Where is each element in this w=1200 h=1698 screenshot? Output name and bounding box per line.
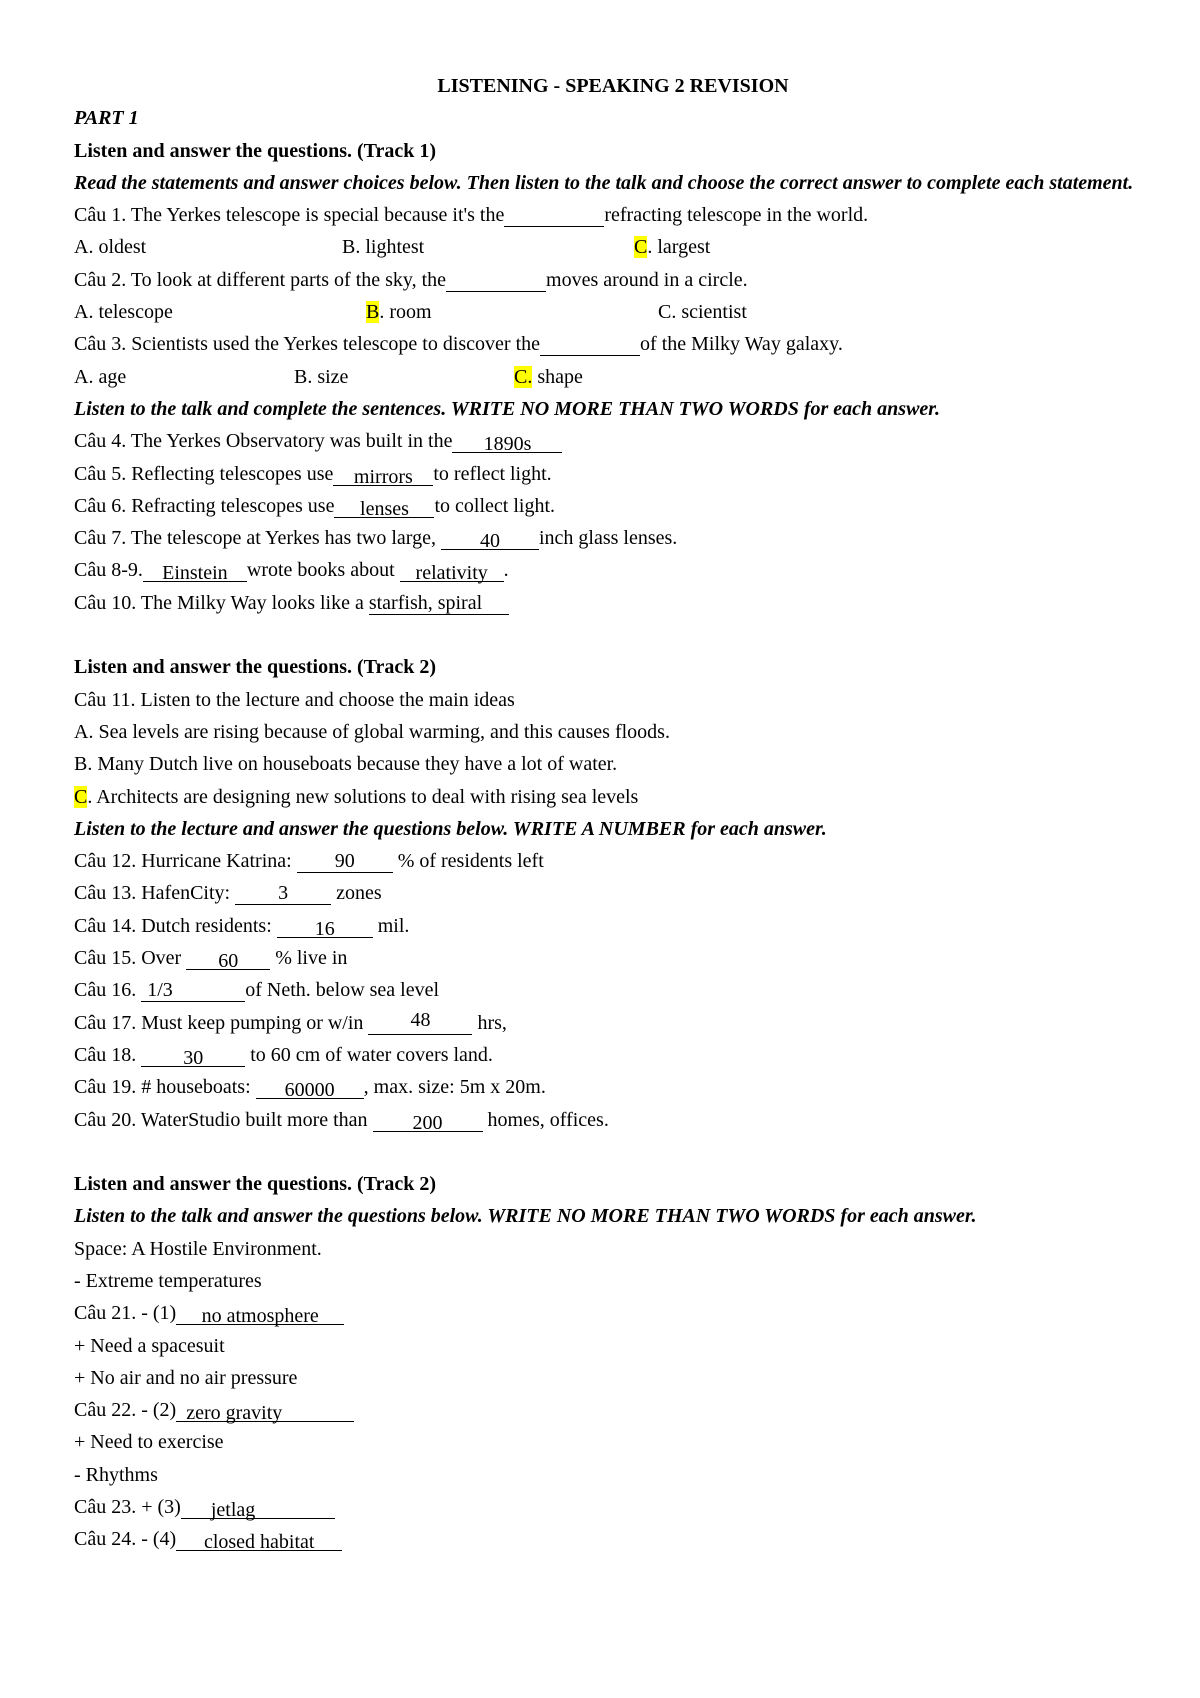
note-line: - Rhythms: [74, 1463, 158, 1486]
question-12: Câu 12. Hurricane Katrina: 90 % of residents left: [74, 850, 544, 873]
answer-blank: [369, 592, 509, 615]
document-title: LISTENING - SPEAKING 2 REVISION: [437, 75, 789, 97]
option-b: B. room: [366, 301, 432, 324]
question-11-option-b: B. Many Dutch live on houseboats because they have a lot of water.: [74, 753, 618, 776]
answer-blank: [297, 850, 393, 873]
answer-text: mirrors: [353, 465, 413, 488]
option-c: C. shape: [514, 365, 583, 388]
question-2: Câu 2. To look at different parts of the sky, the moves around in a circle.: [74, 268, 748, 291]
answer-text: 3: [278, 882, 289, 905]
answer-blank: [400, 559, 504, 585]
option-b: B. lightest: [342, 236, 425, 259]
highlighted-answer: C: [634, 236, 648, 259]
question-1: Câu 1. The Yerkes telescope is special because it's the refracting telescope in the world.: [74, 204, 869, 227]
answer-text: relativity: [415, 562, 488, 585]
spacer: [74, 1136, 1134, 1168]
answer-text: 40: [479, 530, 500, 553]
question-19: Câu 19. # houseboats: 60000 , max. size: 5m x 20m.: [74, 1076, 546, 1102]
question-21: Câu 21. - (1) no atmosphere: [74, 1297, 1134, 1329]
answer-blank: [504, 204, 604, 227]
section1-heading: Listen and answer the questions. (Track 1): [74, 139, 437, 162]
question-3: Câu 3. Scientists used the Yerkes telescope to discover the of the Milky Way galaxy.: [74, 333, 843, 356]
question-15: Câu 15. Over 60 % live in: [74, 947, 348, 973]
section1-instruction-2: Listen to the talk and complete the sentences. WRITE NO MORE THAN TWO WORDS for each answer.: [74, 397, 940, 420]
answer-blank: [441, 527, 539, 553]
answer-blank: [333, 463, 433, 486]
highlighted-answer: C: [74, 785, 88, 808]
question-10: Câu 10. The Milky Way looks like a starfish, spiral: [74, 587, 1134, 619]
answer-text: closed habitat: [203, 1531, 315, 1554]
option-a: A. age: [74, 365, 127, 388]
answer-text: 200: [412, 1111, 443, 1134]
section2-instruction: Listen to the lecture and answer the questions below. WRITE A NUMBER for each answer.: [74, 817, 827, 840]
answer-blank: [141, 1044, 245, 1067]
answer-text: 1/3: [147, 979, 173, 1002]
option-b: B. size: [294, 365, 349, 388]
answer-blank: [373, 1109, 483, 1132]
spacer: [74, 619, 1134, 651]
answer-text: starfish, spiral: [368, 591, 483, 614]
answer-blank: [334, 495, 434, 518]
answer-text: no atmosphere: [201, 1305, 319, 1328]
note-line: + Need to exercise: [74, 1431, 224, 1454]
highlighted-answer: C.: [514, 365, 533, 388]
answer-blank: [181, 1496, 335, 1522]
question-24: Câu 24. - (4) closed habitat: [74, 1523, 1134, 1555]
question-11-option-a: A. Sea levels are rising because of global warming, and this causes floods.: [74, 720, 670, 743]
question-8-9: Câu 8-9. Einstein wrote books about relativity .: [74, 559, 509, 585]
section3-heading: Listen and answer the questions. (Track 2): [74, 1173, 437, 1196]
document-page: [74, 70, 1134, 1556]
question-4: Câu 4. The Yerkes Observatory was built in the 1890s: [74, 425, 1134, 457]
answer-text: 16: [314, 917, 335, 940]
answer-text: 48: [410, 1008, 431, 1031]
answer-text: Einstein: [162, 562, 228, 585]
answer-text: zero gravity: [186, 1402, 283, 1425]
question-7: Câu 7. The telescope at Yerkes has two large, 40 inch glass lenses.: [74, 527, 678, 553]
question-16: Câu 16. 1/3 of Neth. below sea level: [74, 979, 440, 1002]
question-17: Câu 17. Must keep pumping or w/in 48 hrs,: [74, 1008, 507, 1034]
note-line: + Need a spacesuit: [74, 1334, 225, 1357]
option-c: C. largest: [634, 236, 711, 259]
option-a: A. telescope: [74, 301, 173, 324]
answer-blank: [143, 559, 247, 585]
answer-blank: [368, 1008, 472, 1035]
section3-instruction: Listen to the talk and answer the questions below. WRITE NO MORE THAN TWO WORDS for each answer.: [74, 1205, 977, 1228]
question-14: Câu 14. Dutch residents: 16 mil.: [74, 914, 410, 940]
highlighted-answer: B: [366, 301, 380, 324]
note-line: - Extreme temperatures: [74, 1269, 262, 1292]
option-a: A. oldest: [74, 236, 147, 259]
option-c: C. scientist: [658, 301, 747, 324]
section2-heading: Listen and answer the questions. (Track 2): [74, 656, 437, 679]
section1-instruction-1: Read the statements and answer choices below. Then listen to the talk and choose the correct answer to complete each statement.: [74, 171, 1134, 194]
answer-text: 60000: [284, 1079, 335, 1102]
answer-blank: [277, 915, 373, 938]
note-line: + No air and no air pressure: [74, 1366, 298, 1389]
part-label: PART 1: [74, 107, 139, 130]
answer-blank: [176, 1302, 344, 1328]
question-13: Câu 13. HafenCity: 3 zones: [74, 882, 382, 905]
answer-blank: [141, 979, 245, 1002]
answer-text: lenses: [360, 497, 409, 520]
question-23: Câu 23. + (3) jetlag: [74, 1491, 1134, 1523]
topic-line: Space: A Hostile Environment.: [74, 1237, 322, 1260]
answer-text: 1890s: [483, 433, 532, 456]
question-1-options: [74, 231, 1134, 263]
answer-blank: [176, 1528, 342, 1554]
question-11: Câu 11. Listen to the lecture and choose the main ideas: [74, 688, 515, 711]
question-20: Câu 20. WaterStudio built more than 200 homes, offices.: [74, 1108, 609, 1134]
answer-blank: [452, 430, 562, 456]
answer-blank: [540, 333, 640, 356]
question-6: Câu 6. Refracting telescopes use lenses to collect light.: [74, 494, 555, 520]
answer-blank: [446, 269, 546, 292]
question-11-option-c: C. Architects are designing new solutions to deal with rising sea levels: [74, 785, 639, 808]
answer-text: 60: [218, 950, 239, 973]
answer-text: 30: [183, 1046, 204, 1069]
answer-text: jetlag: [210, 1499, 256, 1522]
answer-blank: [235, 882, 331, 905]
question-18: Câu 18. 30 to 60 cm of water covers land.: [74, 1043, 493, 1069]
question-5: Câu 5. Reflecting telescopes use mirrors to reflect light.: [74, 462, 552, 488]
question-3-options: [74, 361, 1134, 393]
question-2-options: [74, 296, 1134, 328]
question-22: Câu 22. - (2) zero gravity: [74, 1394, 1134, 1426]
answer-blank: [186, 947, 270, 973]
answer-text: 90: [334, 850, 355, 873]
answer-blank: [256, 1076, 364, 1102]
